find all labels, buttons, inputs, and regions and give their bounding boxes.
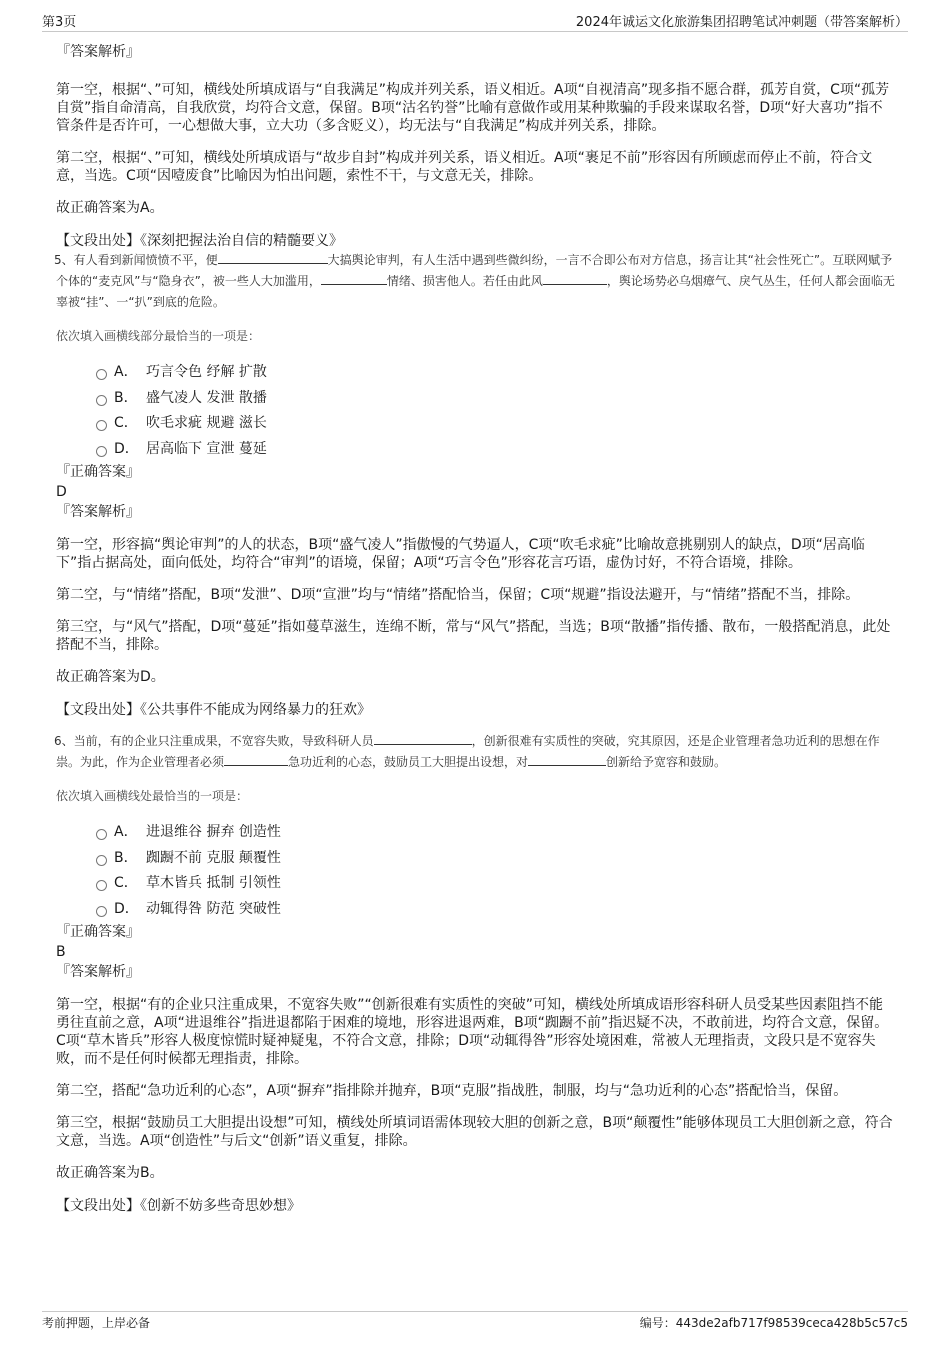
correct-answer: B [56, 944, 66, 960]
page-number: 第3页 [42, 15, 77, 30]
option-b[interactable]: B． 盛气凌人 发泄 散播 [56, 386, 896, 412]
analysis-paragraph: 第三空，根据“鼓励员工大胆提出设想”可知，横线处所填词语需体现较大胆的创新之意，B项“颠覆性”能够体现员工大胆创新之意，符合文意，当选。A项“创造性”与后文“创新”语义重复，排除。 [56, 1115, 893, 1149]
fill-blank [321, 272, 387, 285]
passage-source: 【文段出处】《公共事件不能成为网络暴力的狂欢》 [56, 702, 371, 718]
analysis-paragraph: 第一空，形容搞“舆论审判”的人的状态，B项“盛气凌人”指傲慢的气势逼人，C项“吹毛求疵”比喻故意挑剔别人的缺点，D项“居高临下”指占据高处，面向低处，均符合“审判”的语境，保留；A项“巧言令色”形容花言巧语，虚伪讨好，不符合语境，排除。 [56, 537, 865, 571]
answer-analysis-label: 『答案解析』 [56, 44, 140, 60]
radio-button[interactable] [96, 880, 107, 891]
fill-blank [224, 753, 288, 766]
header-divider [42, 31, 908, 32]
fill-blank [528, 753, 606, 766]
analysis-conclusion: 故正确答案为A。 [56, 200, 164, 216]
document-title: 2024年诚运文化旅游集团招聘笔试冲刺题（带答案解析） [575, 15, 908, 30]
passage-source: 【文段出处】《创新不妨多些奇思妙想》 [56, 1198, 301, 1214]
document-code [640, 1314, 908, 1331]
question-5-options [56, 360, 896, 462]
fill-blank [374, 732, 472, 745]
question-prompt: 依次填入画横线处最恰当的一项是： [56, 789, 249, 803]
correct-answer-label: 『正确答案』 [56, 464, 140, 480]
question-5-stem: 5、有人看到新闻愤愤不平，便 大搞舆论审判，有人生活中遇到些微纠纷，一言不合即公布对方信息，扬言让其“社会性死亡”。互联网赋予个体的“麦克风”与“隐身衣”，被一些人大加滥用， 情绪、损害他人。若任由此风 ，舆论场势必乌烟瘴气、戾气丛生，任何人都会面临无辜被“挂”、一“扒”到底的危险。 [54, 253, 895, 309]
option-c[interactable]: C． 吹毛求疵 规避 滋长 [56, 411, 896, 437]
option-a[interactable]: A． 进退维谷 摒弃 创造性 [56, 820, 896, 846]
correct-answer: D [56, 484, 67, 500]
answer-analysis-label: 『答案解析』 [56, 504, 140, 520]
analysis-conclusion: 故正确答案为D。 [56, 669, 165, 685]
radio-button[interactable] [96, 446, 107, 457]
fill-blank [543, 272, 607, 285]
option-d[interactable]: D． 动辄得咎 防范 突破性 [56, 897, 896, 923]
footer-divider [42, 1311, 908, 1312]
analysis-paragraph: 第二空，搭配“急功近利的心态”，A项“摒弃”指排除并抛弃，B项“克服”指战胜，制服，均与“急功近利的心态”搭配恰当，保留。 [56, 1083, 848, 1099]
option-b[interactable]: B． 踟蹰不前 克服 颠覆性 [56, 846, 896, 872]
option-d[interactable]: D． 居高临下 宣泄 蔓延 [56, 437, 896, 463]
radio-button[interactable] [96, 906, 107, 917]
option-c[interactable]: C． 草木皆兵 抵制 引领性 [56, 871, 896, 897]
radio-button[interactable] [96, 395, 107, 406]
radio-button[interactable] [96, 855, 107, 866]
radio-button[interactable] [96, 420, 107, 431]
question-6-stem: 6、当前，有的企业只注重成果，不宽容失败，导致科研人员 ，创新很难有实质性的突破，究其原因，还是企业管理者急功近利的思想在作祟。为此，作为企业管理者必须 急功近利的心态，鼓励员工大胆提出设想，对 创新给予宽容和鼓励。 [54, 734, 880, 769]
correct-answer-label: 『正确答案』 [56, 924, 140, 940]
question-6-options [56, 820, 896, 922]
code-label: 编号： [639, 1316, 676, 1330]
analysis-paragraph: 第二空，与“情绪”搭配，B项“发泄”、D项“宣泄”均与“情绪”搭配恰当，保留；C项“规避”指设法避开，与“情绪”搭配不当，排除。 [56, 587, 860, 603]
main-content [56, 42, 896, 1215]
analysis-conclusion: 故正确答案为B。 [56, 1165, 164, 1181]
option-a[interactable]: A． 巧言令色 纾解 扩散 [56, 360, 896, 386]
analysis-paragraph: 第一空，根据“有的企业只注重成果，不宽容失败”“创新很难有实质性的突破”可知，横线处所填成语形容科研人员受某些因素阻挡不能勇往直前之意，A项“进退维谷”指进退都陷于困难的境地，形容进退两难，B项“踟蹰不前”指迟疑不决，不敢前进，均符合文意，保留。C项“草木皆兵”形容人极度惊慌时疑神疑鬼，不符合文意，排除；D项“动辄得咎”形容处境困难，常被人无理指责，文段只是不宽容失败，而不是任何时候都无理指责，排除。 [56, 997, 889, 1067]
question-prompt: 依次填入画横线部分最恰当的一项是： [56, 329, 261, 343]
analysis-paragraph: 第二空，根据“、”可知，横线处所填成语与“故步自封”构成并列关系，语义相近。A项“裹足不前”形容因有所顾虑而停止不前，符合文意，当选。C项“因噎废食”比喻因为怕出问题，索性不干，与文意无关，排除。 [56, 150, 873, 184]
radio-button[interactable] [96, 829, 107, 840]
radio-button[interactable] [96, 369, 107, 380]
answer-analysis-label: 『答案解析』 [56, 964, 140, 980]
passage-source: 【文段出处】《深刻把握法治自信的精髓要义》 [56, 233, 343, 249]
fill-blank [218, 251, 328, 264]
footer-slogan: 考前押题，上岸必备 [42, 1316, 151, 1330]
analysis-paragraph: 第一空，根据“、”可知，横线处所填成语与“自我满足”构成并列关系，语义相近。A项“自视清高”现多指不愿合群，孤芳自赏，C项“孤芳自赏”指自命清高，自我欣赏，均符合文意，保留。B项“沽名钓誉”比喻有意做作或用某种欺骗的手段来谋取名誉，D项“好大喜功”指不管条件是否许可，一心想做大事，立大功（多含贬义），均无法与“自我满足”构成并列关系，排除。 [56, 82, 890, 134]
analysis-paragraph: 第三空，与“风气”搭配，D项“蔓延”指如蔓草滋生，连绵不断，常与“风气”搭配，当选；B项“散播”指传播、散布，一般搭配消息，此处搭配不当，排除。 [56, 619, 891, 653]
code-value: 443de2afb717f98539ceca428b5c57c5 [675, 1316, 908, 1330]
